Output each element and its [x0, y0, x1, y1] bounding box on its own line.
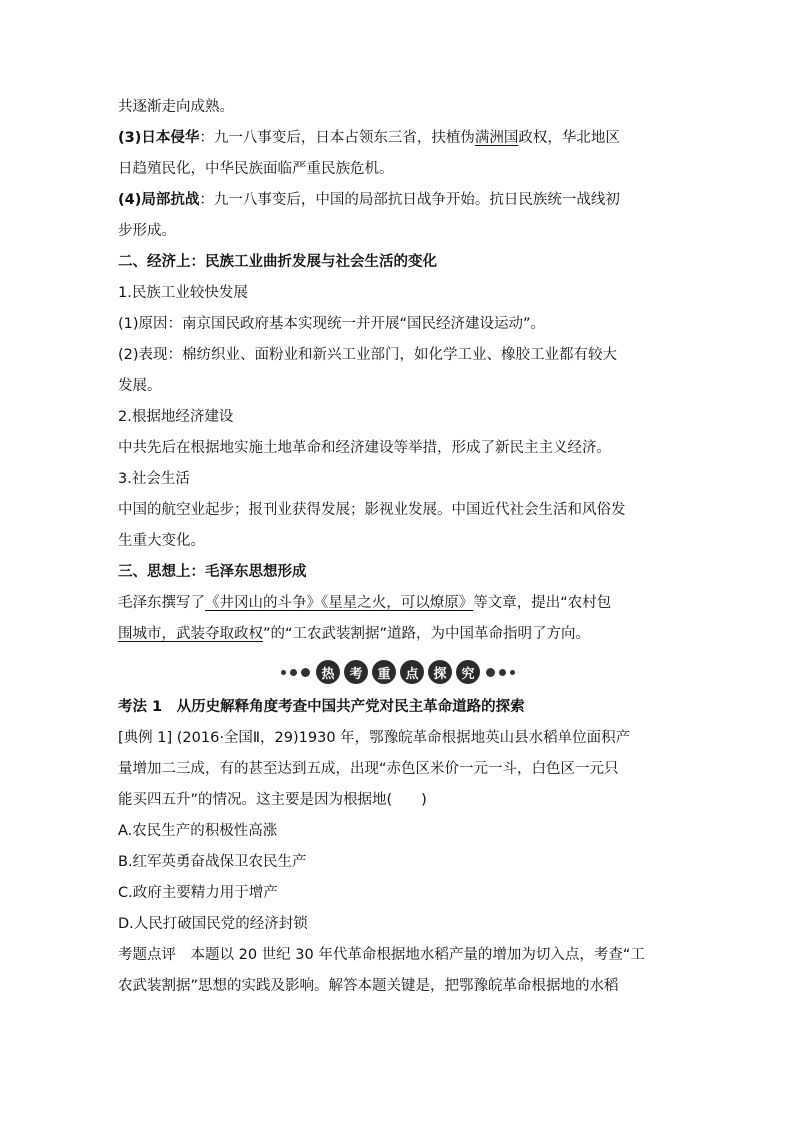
- item-label: (3)日本侵华: [118, 130, 200, 146]
- text-line: 发展。: [118, 378, 162, 394]
- example-line: 能买四五升”的情况。这主要是因为根据地( ): [118, 792, 427, 808]
- option-c: C.政府主要精力用于增产: [118, 885, 278, 901]
- text-line: 步形成。: [118, 223, 176, 239]
- example-line: 量增加二三成，有的甚至达到五成，出现“赤色区米价一元一斗，白色区一元只: [118, 761, 619, 777]
- text-line: 中国的航空业起步；报刊业获得发展；影视业发展。中国近代社会生活和风俗发: [118, 502, 626, 518]
- text-line: 毛泽东撰写了《井冈山的斗争》《星星之火，可以燎原》等文章，提出“农村包: [118, 595, 612, 611]
- section-heading: 二、经济上：民族工业曲折发展与社会生活的变化: [118, 254, 437, 270]
- section-banner: [118, 652, 678, 692]
- dot-icon: [301, 668, 310, 677]
- text-line: 生重大变化。: [118, 533, 205, 549]
- subheading: 2.根据地经济建设: [118, 409, 234, 425]
- dot-icon: [281, 670, 286, 675]
- banner-char: 究: [456, 660, 480, 684]
- dot-icon: [486, 668, 495, 677]
- option-b: B.红军英勇奋战保卫农民生产: [118, 854, 307, 870]
- text-line: 共逐渐走向成熟。: [118, 99, 234, 115]
- banner-title: [316, 660, 480, 684]
- banner-char: 点: [400, 660, 424, 684]
- text-line: (2)表现：棉纺织业、面粉业和新兴工业部门，如化学工业、橡胶工业都有较大: [118, 347, 618, 363]
- text-line: 中共先后在根据地实施土地革命和经济建设等举措，形成了新民主主义经济。: [118, 440, 611, 456]
- document-page: [118, 92, 678, 1002]
- dot-icon: [499, 669, 506, 676]
- option-a: A.农民生产的积极性高涨: [118, 823, 278, 839]
- banner-dots-right: [486, 668, 515, 677]
- item-label: (4)局部抗战: [118, 192, 200, 208]
- dot-icon: [510, 670, 515, 675]
- banner-char: 热: [316, 660, 340, 684]
- banner-char: 探: [428, 660, 452, 684]
- text-line: (4)局部抗战：九一八事变后，中国的局部抗日战争开始。抗日民族统一战线初: [118, 192, 620, 208]
- section-heading: 三、思想上：毛泽东思想形成: [118, 564, 307, 580]
- banner-char: 考: [344, 660, 368, 684]
- comment-line: 考题点评 本题以 20 世纪 30 年代革命根据地水稻产量的增加为切入点，考查“工: [118, 947, 645, 963]
- text-line: 日趋殖民化，中华民族面临严重民族危机。: [118, 161, 394, 177]
- method-heading: 考法 1 从历史解释角度考查中国共产党对民主革命道路的探索: [118, 699, 525, 715]
- banner-char: 重: [372, 660, 396, 684]
- comment-line: 农武装割据”思想的实践及影响。解答本题关键是，把鄂豫皖革命根据地的水稻: [118, 978, 619, 994]
- text-line: (3)日本侵华：九一八事变后，日本占领东三省，扶植伪满洲国政权，华北地区: [118, 130, 620, 146]
- subheading: 1.民族工业较快发展: [118, 285, 248, 301]
- banner-dots-left: [281, 668, 310, 677]
- dot-icon: [290, 669, 297, 676]
- text-line: (1)原因：南京国民政府基本实现统一并开展“国民经济建设运动”。: [118, 316, 546, 332]
- example-line: [典例 1] (2016·全国Ⅱ，29)1930 年，鄂豫皖革命根据地英山县水稻单位面积产: [118, 730, 631, 746]
- text-line: 围城市，武装夺取政权”的“工农武装割据”道路，为中国革命指明了方向。: [118, 626, 591, 642]
- option-d: D.人民打破国民党的经济封锁: [118, 916, 308, 932]
- subheading: 3.社会生活: [118, 471, 190, 487]
